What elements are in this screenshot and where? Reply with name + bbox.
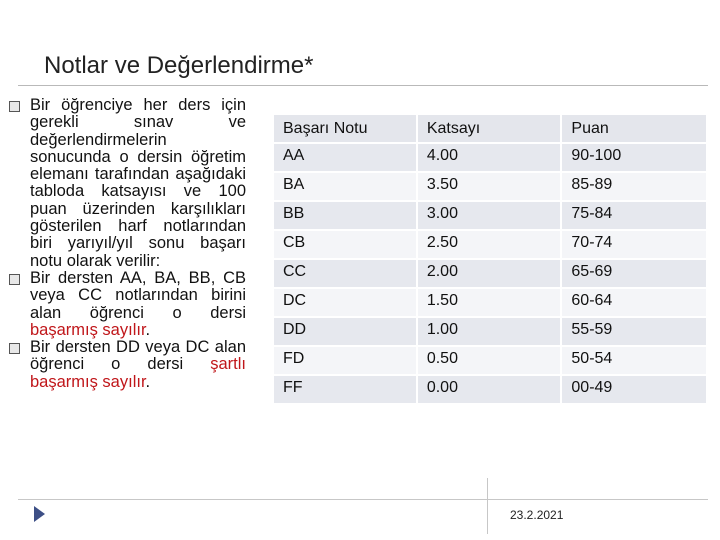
checkbox-bullet-icon <box>9 274 20 285</box>
bullet-text <box>30 96 246 270</box>
score-cell: 60-64 <box>560 289 706 316</box>
bullet-item <box>8 97 246 270</box>
bullet-text-part: Bir dersten AA, BA, BB, CB veya CC notlarından birini alan öğrenci o dersi <box>30 268 246 322</box>
table-row <box>274 347 706 374</box>
bullet-item <box>8 270 246 339</box>
bullet-text <box>30 269 246 339</box>
table-row <box>274 289 706 316</box>
checkbox-bullet-icon <box>9 343 20 354</box>
coefficient-cell: 3.00 <box>416 202 561 229</box>
table-row <box>274 231 706 258</box>
coefficient-cell: 2.50 <box>416 231 561 258</box>
score-cell: 85-89 <box>560 173 706 200</box>
score-cell: 70-74 <box>560 231 706 258</box>
column-header-grade: Başarı Notu <box>274 115 416 142</box>
checkbox-bullet-icon <box>9 101 20 112</box>
table-row <box>274 173 706 200</box>
table-row <box>274 260 706 287</box>
column-header-coefficient: Katsayı <box>416 115 561 142</box>
grade-cell: DC <box>274 289 416 316</box>
grade-cell: BB <box>274 202 416 229</box>
score-cell: 65-69 <box>560 260 706 287</box>
score-cell: 55-59 <box>560 318 706 345</box>
coefficient-cell: 1.50 <box>416 289 561 316</box>
score-cell: 90-100 <box>560 144 706 171</box>
grade-table <box>274 113 706 405</box>
coefficient-cell: 2.00 <box>416 260 561 287</box>
grade-cell: CB <box>274 231 416 258</box>
bullet-text-part: Bir öğrenciye her ders için gerekli sınav ve değerlendirmelerin sonucunda o dersin öğretim elemanı tarafından aşağıdaki tabloda katsayısı ve 100 puan üzerinden karşılıkları gösterilen harf notlarından biri yarıyıl/yıl sonu başarı notu olarak verilir: <box>30 96 246 270</box>
bullet-text-highlight: başarmış sayılır <box>30 320 146 339</box>
bullet-list <box>8 97 246 391</box>
grade-cell: AA <box>274 144 416 171</box>
column-header-score: Puan <box>560 115 706 142</box>
table-row <box>274 202 706 229</box>
table-row <box>274 376 706 403</box>
bullet-text <box>30 338 246 391</box>
footer-divider <box>18 499 708 500</box>
table-row <box>274 144 706 171</box>
coefficient-cell: 0.50 <box>416 347 561 374</box>
grade-cell: FF <box>274 376 416 403</box>
table-row <box>274 318 706 345</box>
bullet-item <box>8 339 246 391</box>
footer-vertical-divider <box>487 478 488 534</box>
score-cell: 00-49 <box>560 376 706 403</box>
table-header-row <box>274 115 706 142</box>
next-slide-arrow-icon[interactable] <box>34 506 45 522</box>
bullet-text-part: . <box>145 320 151 339</box>
grade-cell: DD <box>274 318 416 345</box>
grade-cell: BA <box>274 173 416 200</box>
coefficient-cell: 3.50 <box>416 173 561 200</box>
page-title: Notlar ve Değerlendirme* <box>44 52 314 79</box>
bullet-text-highlight: şartlı başarmış sayılır <box>30 355 246 391</box>
bullet-text-part: Bir dersten DD veya DC alan öğrenci o dersi <box>30 338 246 374</box>
score-cell: 50-54 <box>560 347 706 374</box>
slide-date: 23.2.2021 <box>510 508 564 522</box>
score-cell: 75-84 <box>560 202 706 229</box>
bullet-text-part: . <box>145 372 151 391</box>
title-divider <box>18 85 708 86</box>
grade-cell: FD <box>274 347 416 374</box>
grade-cell: CC <box>274 260 416 287</box>
coefficient-cell: 0.00 <box>416 376 561 403</box>
coefficient-cell: 1.00 <box>416 318 561 345</box>
coefficient-cell: 4.00 <box>416 144 561 171</box>
